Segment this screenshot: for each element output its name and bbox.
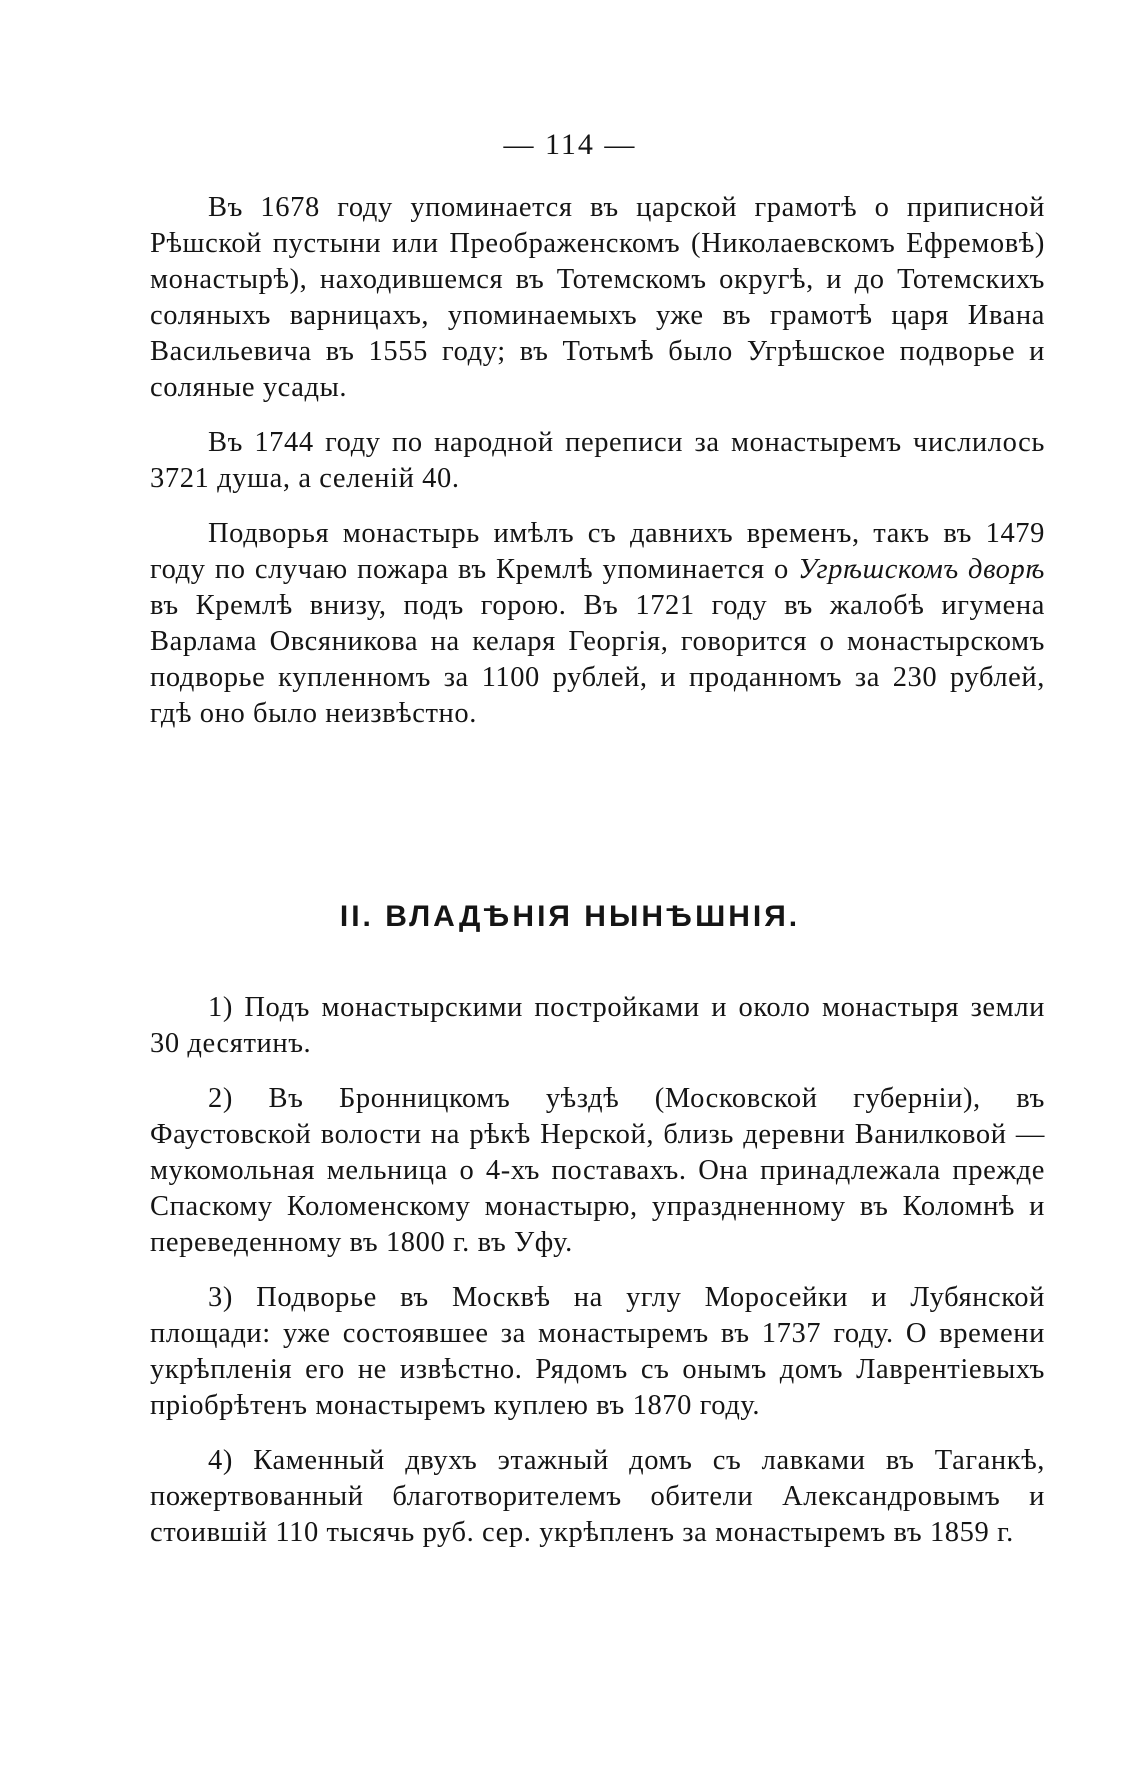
text-segment: Подворья монастырь имѣлъ съ давнихъ временъ, такъ въ 1479 году по случаю пожара въ Кремлѣ упоминается о bbox=[150, 518, 1045, 585]
text-segment: 3) Подворье въ Москвѣ на углу Моросейки и Лубянской площади: уже состоявшее за монастыремъ въ 1737 году. О времени укрѣпленія его не извѣстно. Рядомъ съ онымъ домъ Лаврентіевыхъ пріобрѣтенъ монастыремъ куплею въ 1870 году. bbox=[150, 1282, 1045, 1421]
text-block-holdings bbox=[150, 990, 1045, 1570]
text-block-history bbox=[150, 190, 1045, 751]
paragraph bbox=[150, 990, 1045, 1062]
text-segment: въ Кремлѣ внизу, подъ горою. Въ 1721 году въ жалобѣ игумена Варлама Овсяникова на келаря Георгія, говорится о монастырскомъ подворье купленномъ за 1100 рублей, и проданномъ за 230 рублей, гдѣ оно было неизвѣстно. bbox=[150, 590, 1045, 729]
paragraph bbox=[150, 190, 1045, 406]
page-number: — 114 — bbox=[503, 128, 637, 161]
paragraph bbox=[150, 425, 1045, 497]
text-segment: Въ 1678 году упоминается въ царской грамотѣ о приписной Рѣшской пустыни или Преображенскомъ (Николаевскомъ Ефремовѣ) монастырѣ), находившемся въ Тотемскомъ округѣ, и до Тотемскихъ соляныхъ варницахъ, упоминаемыхъ уже въ грамотѣ царя Ивана Васильевича въ 1555 году; въ Тотьмѣ было Угрѣшское подворье и соляные усады. bbox=[150, 192, 1045, 403]
text-segment: 1) Подъ монастырскими постройками и около монастыря земли 30 десятинъ. bbox=[150, 992, 1045, 1059]
text-segment: 2) Въ Бронницкомъ уѣздѣ (Московской губерніи), въ Фаустовской волости на рѣкѣ Нерской, близь деревни Ванилковой — мукомольная мельница о 4-хъ поставахъ. Она принадлежала прежде Спаскому Коломенскому монастырю, упраздненному въ Коломнѣ и переведенному въ 1800 г. въ Уфу. bbox=[150, 1083, 1045, 1258]
italic-text-segment: Угрѣшскомъ дворѣ bbox=[798, 554, 1045, 585]
paragraph bbox=[150, 516, 1045, 732]
section-heading: II. ВЛАДѢНІЯ НЫНѢШНІЯ. bbox=[339, 900, 801, 933]
paragraph bbox=[150, 1081, 1045, 1261]
paragraph bbox=[150, 1443, 1045, 1551]
paragraph bbox=[150, 1280, 1045, 1424]
text-segment: Въ 1744 году по народной переписи за монастыремъ числилось 3721 душа, а селеній 40. bbox=[150, 427, 1045, 494]
text-segment: 4) Каменный двухъ этажный домъ съ лавками въ Таганкѣ, пожертвованный благотворителемъ обители Александровымъ и стоившій 110 тысячь руб. сер. укрѣпленъ за монастыремъ въ 1859 г. bbox=[150, 1445, 1045, 1548]
